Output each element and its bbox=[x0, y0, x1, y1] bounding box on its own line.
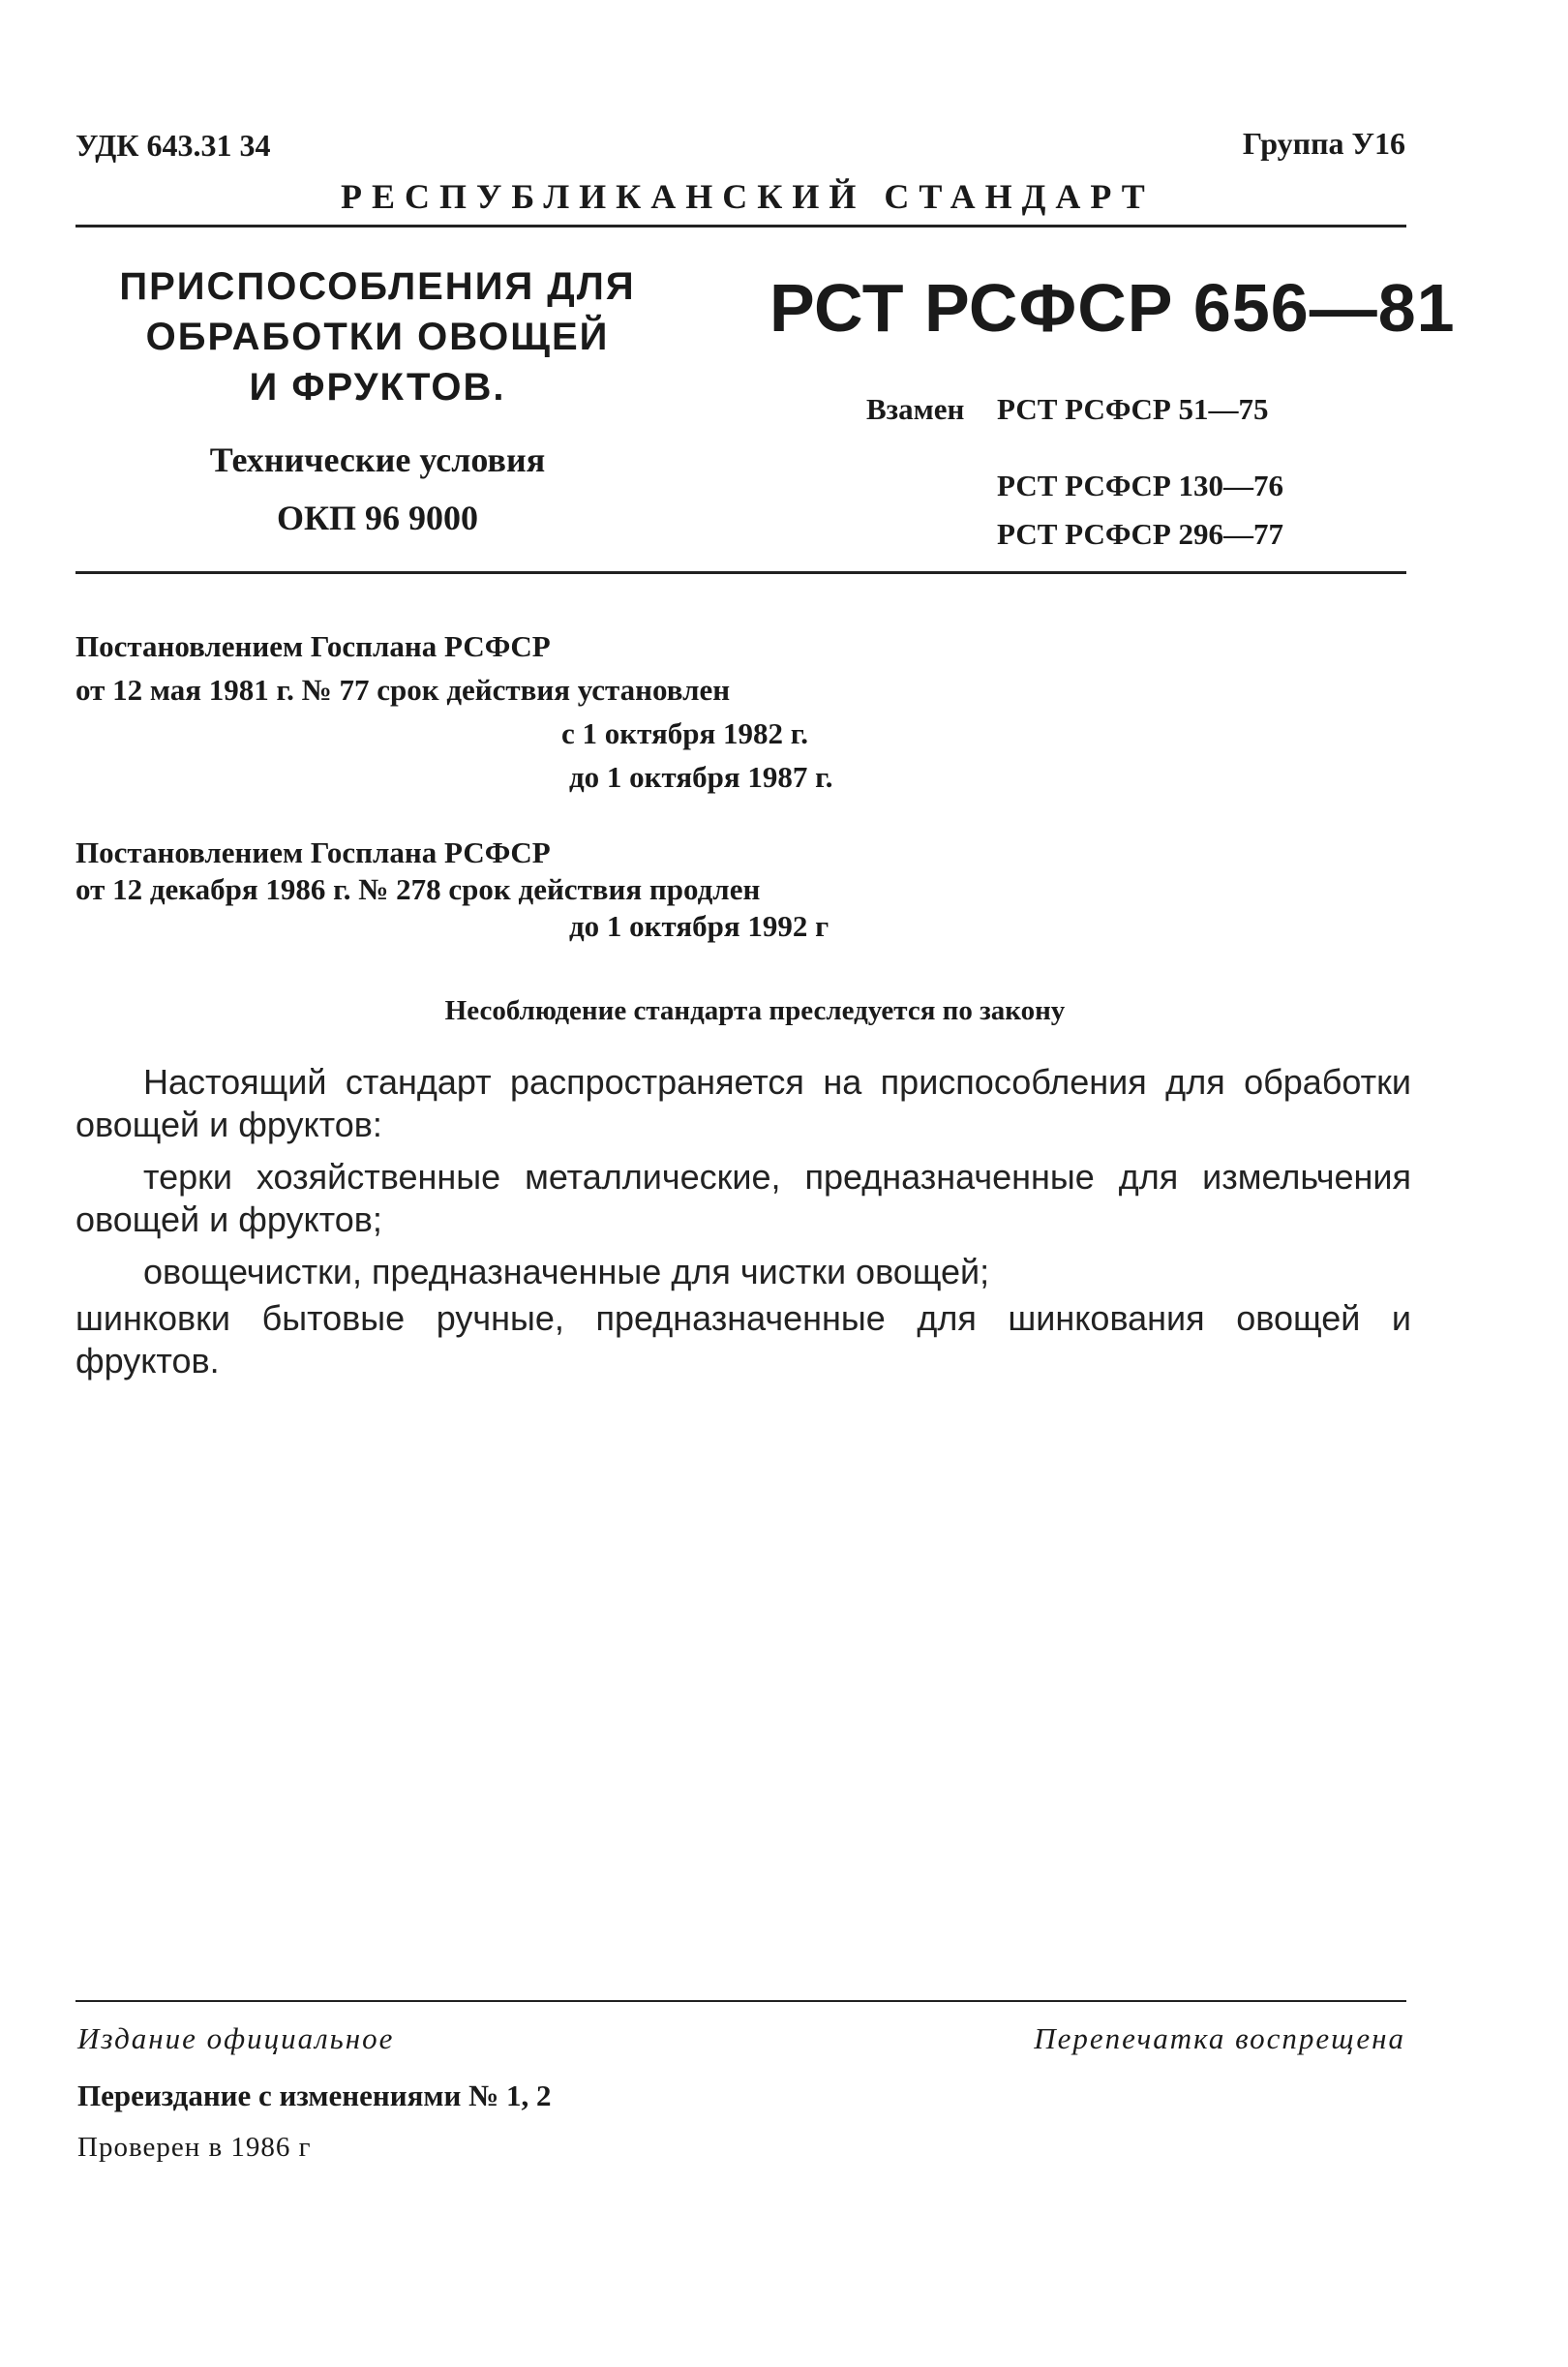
scope-text bbox=[75, 1061, 1411, 1382]
decree-date: с 1 октября 1982 г. bbox=[561, 716, 809, 750]
reprint-prohibited-note: Перепечатка воспрещена bbox=[1034, 2021, 1405, 2055]
title-line: ПРИСПОСОБЛЕНИЯ ДЛЯ bbox=[119, 265, 636, 308]
decree-line: от 12 декабря 1986 г. № 278 срок действия продлен bbox=[75, 872, 761, 906]
decree-date: до 1 октября 1987 г. bbox=[569, 760, 833, 794]
okp-code: ОКП 96 9000 bbox=[276, 499, 479, 537]
replaced-standard: РСТ РСФСР 130—76 bbox=[997, 469, 1284, 502]
document-title bbox=[77, 261, 678, 412]
replaced-standard: РСТ РСФСР 296—77 bbox=[997, 517, 1284, 551]
title-line: ОБРАБОТКИ ОВОЩЕЙ bbox=[145, 316, 610, 358]
replaced-standard: РСТ РСФСР 51—75 bbox=[997, 392, 1269, 426]
udk-code: УДК 643.31 34 bbox=[75, 128, 271, 163]
footer-divider bbox=[75, 2000, 1406, 2002]
decree-line: Постановлением Госплана РСФСР bbox=[75, 835, 551, 869]
decree-line: Постановлением Госплана РСФСР bbox=[75, 629, 551, 663]
decree-date: до 1 октября 1992 г bbox=[569, 909, 829, 943]
official-edition-note: Издание официальное bbox=[77, 2021, 395, 2055]
standard-designation: РСТ РСФСР 656—81 bbox=[769, 270, 1456, 346]
scope-item: шинковки бытовые ручные, предназначенные для шинкования овощей и фруктов. bbox=[75, 1298, 1411, 1381]
group-code: Группа У16 bbox=[1242, 126, 1405, 161]
reissue-note: Переиздание с изменениями № 1, 2 bbox=[77, 2079, 552, 2112]
header-divider bbox=[75, 225, 1406, 228]
title-line: И ФРУКТОВ. bbox=[249, 366, 506, 409]
subtitle: Технические условия bbox=[209, 440, 546, 479]
legal-notice: Несоблюдение стандарта преследуется по закону bbox=[444, 995, 1066, 1026]
decree-block bbox=[75, 835, 829, 945]
decree-line: от 12 мая 1981 г. № 77 срок действия установлен bbox=[75, 673, 731, 707]
title-divider bbox=[75, 571, 1406, 574]
scope-item: овощечистки, предназначенные для чистки овощей; bbox=[143, 1252, 990, 1291]
checked-note: Проверен в 1986 г bbox=[77, 2132, 312, 2163]
replaces-label: Взамен bbox=[866, 392, 965, 426]
scope-intro: Настоящий стандарт распространяется на приспособления для обработки овощей и фруктов: bbox=[75, 1062, 1411, 1144]
standard-type-heading: РЕСПУБЛИКАНСКИЙ СТАНДАРТ bbox=[341, 177, 1155, 216]
title-subtitle-block bbox=[77, 431, 678, 547]
scope-item: терки хозяйственные металлические, предназначенные для измельчения овощей и фруктов; bbox=[75, 1157, 1411, 1239]
decree-block bbox=[75, 624, 832, 799]
